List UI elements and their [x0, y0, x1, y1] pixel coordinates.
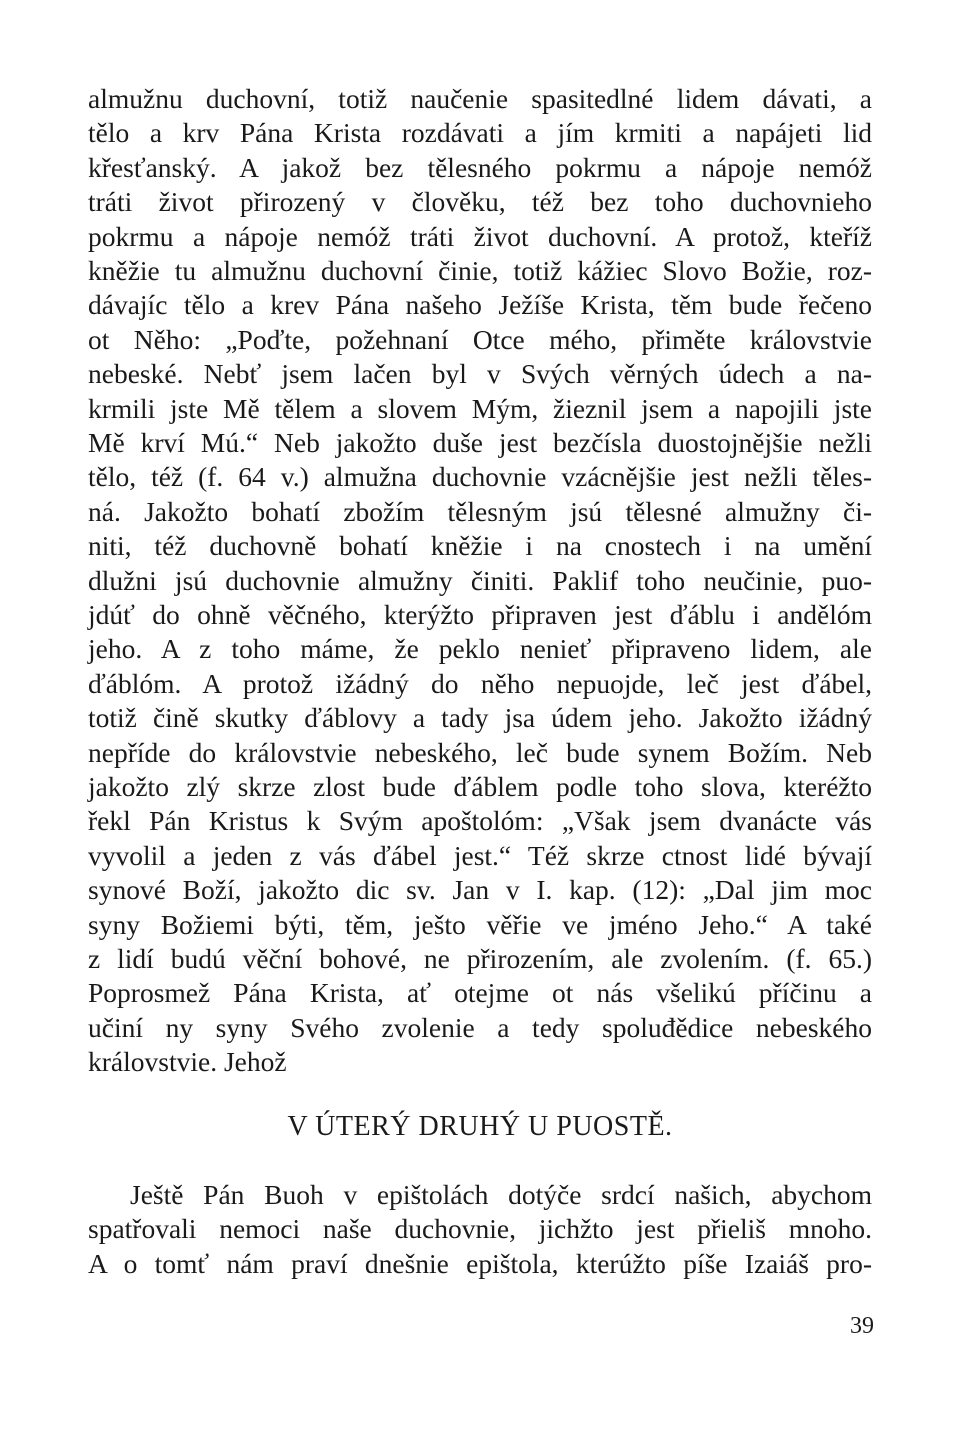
text-line: jdúť do ohně věčného, kterýžto připraven jest ďáblu i andělóm [88, 599, 872, 630]
text-line: Poprosmež Pána Krista, ať otejme ot nás všelikú příčinu a [88, 977, 872, 1009]
text-line: synové Boží, jakožto dic sv. Jan v I. kap. (12): „Dal jim moc [88, 874, 872, 906]
text-line: Mě krví Mú.“ Neb jakožto duše jest bezčísla duostojnějšie nežli [88, 427, 872, 458]
section-heading: V ÚTERÝ DRUHÝ U PUOSTĚ. [287, 1111, 673, 1142]
text-line: jakožto zlý skrze zlost bude ďáblem podle toho slova, kteréžto [88, 771, 872, 802]
text-line: ďáblóm. A protož ižádný do něho nepuojde, leč jest ďábel, [88, 667, 872, 699]
text-line: ot Něho: „Poďte, požehnaní Otce mého, přiměte královstvie [88, 323, 872, 355]
text-line: dlužni jsú duchovnie almužny činiti. Paklif toho neučinie, puo- [88, 564, 872, 596]
text-line: nebeské. Nebť jsem lačen byl v Svých věrných údech a na- [88, 358, 872, 390]
text-line: dávajíc tělo a krev Pána našeho Ježíše Krista, těm bude řečeno [88, 289, 872, 321]
text-line: krmili jste Mě tělem a slovem Mým, žieznil jsem a napojili jste [88, 392, 872, 424]
text-line: tělo, též (f. 64 v.) almužna duchovnie vzácnějšie jest nežli těles- [88, 461, 872, 493]
text-line: A o tomť nám praví dnešnie epištola, kterúžto píše Izaiáš pro- [88, 1247, 872, 1279]
text-line: vyvolil a jeden z vás ďábel jest.“ Též skrze ctnost lidé bývají [88, 839, 872, 871]
text-line: tělo a krv Pána Krista rozdávati a jím krmiti a napájeti lid [88, 117, 872, 149]
text-line: pokrmu a nápoje nemóž tráti život duchovní. A protož, kteříž [88, 220, 872, 252]
text-line: královstvie. Jehož [88, 1046, 287, 1078]
text-line: kněžie tu almužnu duchovní činie, totiž kážiec Slovo Božie, roz- [88, 255, 872, 286]
text-line: almužnu duchovní, totiž naučenie spasitedlné lidem dávati, a [88, 83, 872, 114]
text-line: z lidí budú věční bohové, ne přirozením, ale zvolením. (f. 65.) [88, 943, 872, 974]
text-line: syny Božiemi býti, těm, ješto věřie ve jméno Jeho.“ A také [88, 908, 872, 940]
text-line: nepříde do královstvie nebeského, leč bude synem Božím. Neb [88, 736, 872, 768]
text-line: jeho. A z toho máme, že peklo nenieť připraveno lidem, ale [88, 633, 872, 665]
text-line: křesťanský. A jakož bez tělesného pokrmu a nápoje nemóž [88, 151, 872, 183]
text-line: niti, též duchovně bohatí kněžie i na cnostech i na umění [88, 530, 872, 562]
text-line: spatřovali nemoci naše duchovnie, jichžto jest přieliš mnoho. [88, 1213, 872, 1245]
text-line: řekl Pán Kristus k Svým apoštolóm: „Však jsem dvanácte vás [88, 805, 872, 837]
page-number: 39 [850, 1313, 874, 1339]
text-line: totiž čině skutky ďáblovy a tady jsa údem jeho. Jakožto ižádný [88, 702, 872, 734]
text-line: tráti život přirozený v člověku, též bez toho duchovnieho [88, 186, 872, 218]
text-line: ná. Jakožto bohatí zbožím tělesným jsú tělesné almužny či- [88, 495, 872, 527]
text-line: Ještě Pán Buoh v epištolách dotýče srdcí našich, abychom [130, 1179, 872, 1210]
text-line: učiní ny syny Svého zvolenie a tedy spoluđědice nebeského [88, 1011, 872, 1043]
